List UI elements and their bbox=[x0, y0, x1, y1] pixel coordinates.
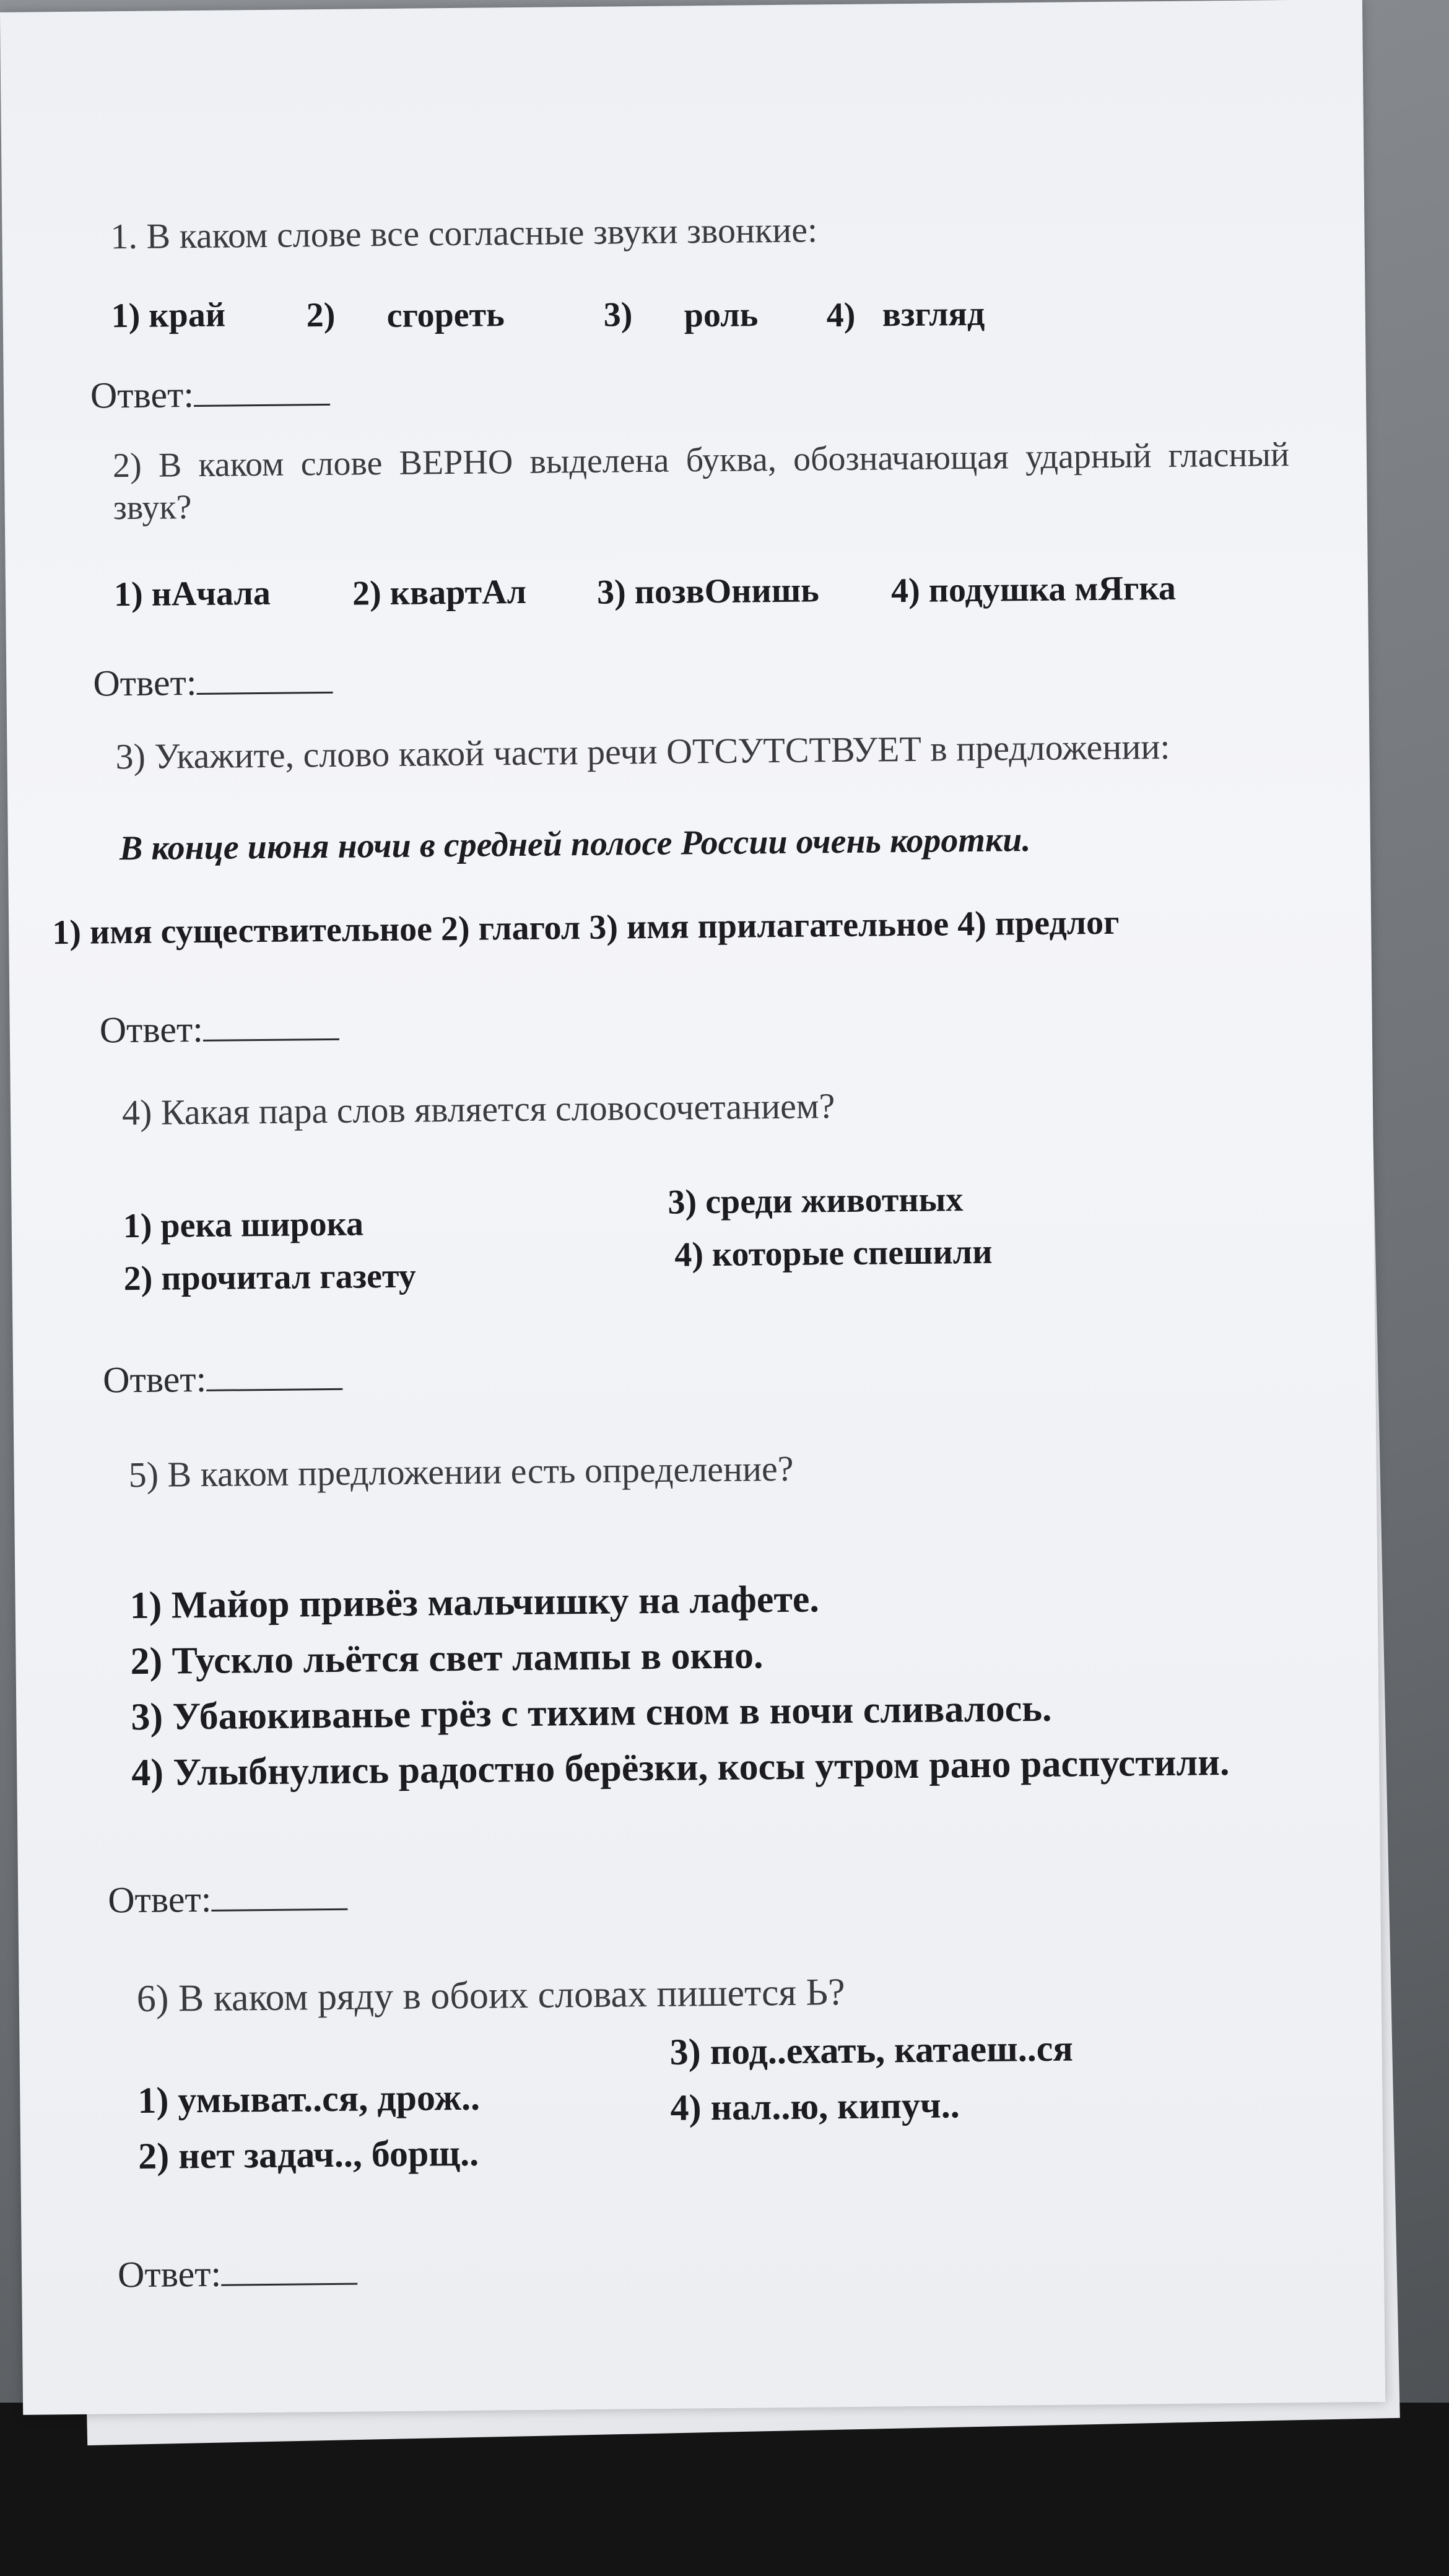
q1-option-1: 1) край bbox=[111, 295, 226, 336]
q5-option-1: 1) Майор привёз мальчишку на лафете. bbox=[129, 1578, 820, 1627]
q5-option-2: 2) Тускло льётся свет лампы в окно. bbox=[130, 1634, 764, 1683]
q5-option-4: 4) Улыбнулись радостно берёзки, косы утром рано распустили. bbox=[131, 1741, 1230, 1795]
q4-option-4: 4) которые спешили bbox=[674, 1232, 993, 1274]
question-3: 3) Укажите, слово какой части речи ОТСУТСТВУЕТ в предложении: bbox=[115, 726, 1170, 777]
q2-option-3: 3) позвОнишь bbox=[596, 571, 819, 612]
q4-option-3: 3) среди животных bbox=[668, 1180, 964, 1222]
answer-blank bbox=[203, 1006, 340, 1042]
answer-label: Ответ: bbox=[93, 662, 197, 704]
q3-options: 1) имя существительное 2) глагол 3) имя прилагательное 4) предлог bbox=[51, 903, 1120, 952]
q6-answer bbox=[118, 2251, 358, 2297]
answer-label: Ответ: bbox=[99, 1008, 204, 1051]
q5-answer bbox=[108, 1876, 348, 1922]
q1-option-2-number: 2) bbox=[306, 295, 336, 335]
answer-blank bbox=[196, 659, 333, 695]
q1-option-3: роль bbox=[684, 295, 759, 335]
answer-label: Ответ: bbox=[102, 1358, 207, 1401]
question-1: 1. В каком слове все согласные звуки звонкие: bbox=[110, 209, 818, 257]
q1-option-2: сгореть bbox=[386, 295, 505, 336]
q1-option-4-number: 4) bbox=[826, 295, 856, 335]
q4-option-2: 2) прочитал газету bbox=[123, 1256, 417, 1299]
answer-blank bbox=[211, 1876, 348, 1912]
answer-blank bbox=[206, 1356, 343, 1391]
q6-option-4: 4) нал..ю, кипуч.. bbox=[670, 2084, 960, 2128]
answer-blank bbox=[194, 372, 331, 407]
question-2: 2) В каком слове ВЕРНО выделена буква, обозначающая ударный гласный звук? bbox=[112, 435, 1290, 528]
question-6: 6) В каком ряду в обоих словах пишется Ь? bbox=[136, 1971, 845, 2021]
q5-option-3: 3) Убаюкиванье грёз с тихим сном в ночи сливалось. bbox=[131, 1687, 1052, 1739]
q2-option-1: 1) нАчала bbox=[113, 573, 271, 614]
q1-option-3-number: 3) bbox=[603, 295, 633, 334]
answer-label: Ответ: bbox=[107, 1878, 212, 1921]
q3-sentence: В конце июня ночи в средней полосе России очень коротки. bbox=[119, 820, 1031, 868]
q6-option-3: 3) под..ехать, катаеш..ся bbox=[669, 2027, 1074, 2073]
q2-option-4: 4) подушка мЯгка bbox=[890, 568, 1177, 611]
answer-label: Ответ: bbox=[117, 2253, 222, 2295]
q1-answer bbox=[90, 372, 331, 417]
q1-option-4: взгляд bbox=[882, 294, 985, 334]
answer-label: Ответ: bbox=[90, 374, 194, 416]
q4-answer bbox=[103, 1356, 343, 1402]
q2-answer bbox=[93, 659, 333, 705]
question-4: 4) Какая пара слов является словосочетанием? bbox=[121, 1086, 835, 1133]
q3-answer bbox=[99, 1006, 339, 1052]
q6-option-2: 2) нет задач.., борщ.. bbox=[137, 2132, 479, 2177]
q4-option-1: 1) река широка bbox=[123, 1204, 364, 1246]
q2-option-2: 2) квартАл bbox=[352, 572, 527, 613]
question-5: 5) В каком предложении есть определение? bbox=[128, 1448, 794, 1495]
q6-option-1: 1) умыват..ся, дрож.. bbox=[137, 2076, 481, 2121]
answer-blank bbox=[221, 2251, 358, 2286]
